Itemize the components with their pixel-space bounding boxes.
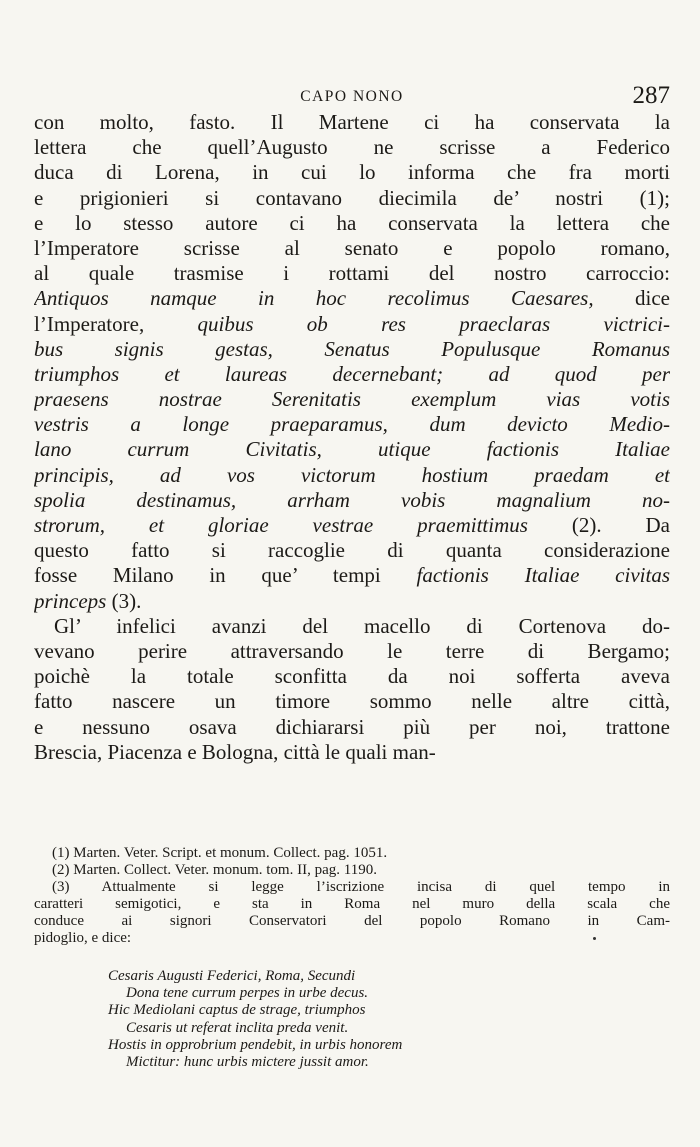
roman-span: fatto nascere un timore sommo nelle altre città, <box>34 689 670 714</box>
italic-span: principis, ad vos victorum hostium praedam et <box>34 462 670 487</box>
text-line <box>34 538 670 563</box>
text-line <box>34 740 670 765</box>
text-line <box>34 337 670 362</box>
text-line <box>34 589 670 614</box>
roman-span: al quale trasmise i rottami del nostro carroccio: <box>34 261 670 286</box>
roman-span: Gl’ infelici avanzi del macello di Cortenova do- <box>54 613 670 638</box>
footnotes <box>34 845 670 947</box>
roman-span: questo fatto si raccoglie di quanta considerazione <box>34 538 670 563</box>
roman-span: e prigionieri si contavano diecimila de’ nostri (1); <box>34 185 670 210</box>
text-line <box>34 286 670 311</box>
text-line <box>34 362 670 387</box>
italic-span: factionis Italiae civitas <box>416 563 670 588</box>
text-line <box>34 488 670 513</box>
text-line <box>34 437 670 462</box>
text-line <box>34 312 670 337</box>
text-line <box>34 261 670 286</box>
footnote-line: conduce ai signori Conservatori del popolo Romano in Cam- <box>34 913 670 929</box>
roman-span: (2). Da <box>527 513 670 537</box>
italic-span: Antiquos namque in hoc recolimus Caesares, <box>34 286 594 311</box>
roman-span: l’Imperatore scrisse al senato e popolo romano, <box>34 235 670 260</box>
footnote-line: caratteri semigotici, e sta in Roma nel muro della scala che <box>34 896 670 912</box>
text-line <box>34 463 670 488</box>
italic-span: princeps <box>34 588 107 613</box>
text-line <box>34 160 670 185</box>
footnote-line: (2) Marten. Collect. Veter. monum. tom. II, pag. 1190. <box>52 862 377 878</box>
roman-span: lettera che quell’Augusto ne scrisse a Federico <box>34 135 670 160</box>
italic-span: spolia destinamus, arrham vobis magnalium no- <box>34 487 670 512</box>
roman-span: con molto, fasto. Il Martene ci ha conservata la <box>34 110 670 134</box>
text-line <box>34 614 670 639</box>
roman-span: vevano perire attraversando le terre di Bergamo; <box>34 638 670 663</box>
text-line <box>34 110 670 135</box>
italic-span: praesens nostrae Serenitatis exemplum vias votis <box>34 387 670 412</box>
running-head: CAPO NONO <box>300 88 404 105</box>
italic-span: vestris a longe praeparamus, dum devicto Medio- <box>34 412 670 437</box>
verse-line: Hic Mediolani captus de strage, triumphos <box>108 1002 366 1019</box>
footnote-line: (1) Marten. Veter. Script. et monum. Collect. pag. 1051. <box>52 845 388 861</box>
roman-span: dice <box>593 286 670 311</box>
text-line <box>34 186 670 211</box>
page-number: 287 <box>632 82 670 109</box>
verse-line: Hostis in opprobrium pendebit, in urbis honorem <box>108 1036 403 1053</box>
ink-mark <box>593 937 596 940</box>
text-line <box>34 387 670 412</box>
text-line <box>34 639 670 664</box>
footnote-line: pidoglio, e dice: <box>34 930 132 946</box>
footnote-line: (3) Attualmente si legge l’iscrizione incisa di quel tempo in <box>52 879 670 895</box>
body-text <box>34 110 670 765</box>
roman-span: l’Imperatore, <box>34 311 198 336</box>
text-line <box>34 715 670 740</box>
text-line <box>34 135 670 160</box>
roman-span: (3). <box>106 588 142 613</box>
italic-span: triumphos et laureas decernebant; ad quod per <box>34 361 670 386</box>
verse-line: Cesaris Augusti Federici, Roma, Secundi <box>108 968 356 984</box>
roman-span: Brescia, Piacenza e Bologna, città le quali man- <box>34 739 436 764</box>
inscription-verse <box>108 968 568 1071</box>
text-line <box>34 689 670 714</box>
text-line <box>34 412 670 437</box>
verse-line: Mictitur: hunc urbis mictere jussit amor. <box>126 1053 369 1070</box>
text-line <box>34 563 670 588</box>
text-line <box>34 664 670 689</box>
verse-line: Cesaris ut referat inclita preda venit. <box>126 1019 349 1036</box>
roman-span: e lo stesso autore ci ha conservata la lettera che <box>34 210 670 235</box>
roman-span: e nessuno osava dichiararsi più per noi, trattone <box>34 714 670 739</box>
italic-span: lano currum Civitatis, utique factionis Italiae <box>34 437 670 462</box>
roman-span: poichè la totale sconfitta da noi sofferta aveva <box>34 664 670 689</box>
roman-span: fosse Milano in que’ tempi <box>34 563 417 588</box>
italic-span: strorum, et gloriae vestrae praemittimus <box>34 513 528 537</box>
text-line <box>34 513 670 538</box>
roman-span: duca di Lorena, in cui lo informa che fra morti <box>34 160 670 185</box>
verse-line: Dona tene currum perpes in urbe decus. <box>126 985 369 1002</box>
page-header <box>34 82 670 112</box>
text-line <box>34 236 670 261</box>
italic-span: bus signis gestas, Senatus Populusque Romanus <box>34 336 670 361</box>
text-line <box>34 211 670 236</box>
italic-span: quibus ob res praeclaras victrici- <box>197 311 670 336</box>
